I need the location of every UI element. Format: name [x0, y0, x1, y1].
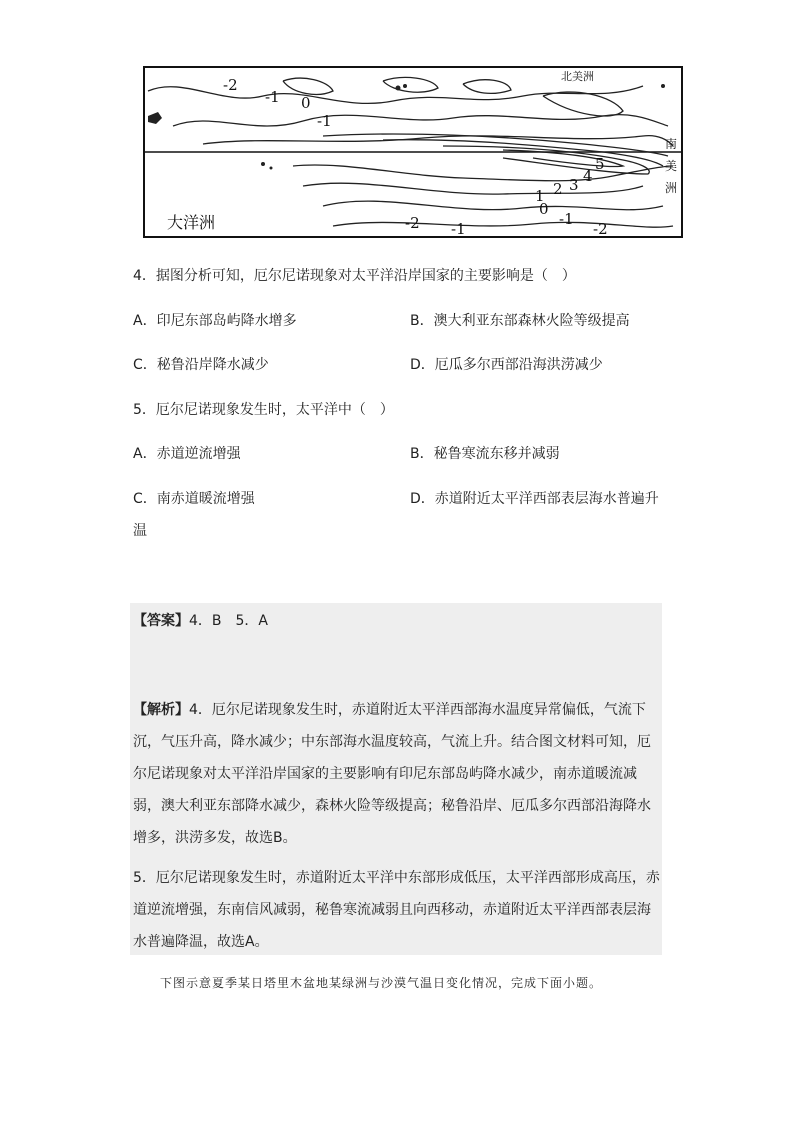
south-america-char: 洲	[665, 181, 678, 195]
explanation-paragraph-1	[133, 694, 663, 854]
oceania-label: 大洋洲	[167, 213, 216, 232]
q4-option-b: B．澳大利亚东部森林火险等级提高	[410, 313, 630, 329]
q5-option-c: C．南赤道暖流增强	[133, 491, 255, 507]
explanation-q5: 5．厄尔尼诺现象发生时，赤道附近太平洋中东部形成低压，太平洋西部形成高压，赤道逆流增强，东南信风减弱，秘鲁寒流减弱且向西移动，赤道附近太平洋西部表层海水普遍降温，故选A。	[133, 870, 660, 950]
map-figure	[143, 66, 683, 238]
contour-label: 3	[569, 176, 579, 194]
contour-label: 4	[583, 167, 593, 185]
contour-label: 0	[539, 200, 549, 218]
contour-label: -2	[593, 220, 608, 238]
contour-label: -1	[559, 210, 574, 228]
q5-option-b: B．秘鲁寒流东移并减弱	[410, 446, 560, 462]
explanation-block	[133, 694, 663, 854]
contour-label: -1	[265, 88, 280, 106]
el-nino-sst-map	[143, 66, 683, 238]
q5-option-d-continuation: 温	[133, 523, 147, 539]
q5-option-a: A．赤道逆流增强	[133, 446, 241, 462]
south-america-char: 南	[665, 137, 678, 151]
q4-option-c: C．秘鲁沿岸降水减少	[133, 357, 269, 373]
q4-option-a: A．印尼东部岛屿降水增多	[133, 313, 297, 329]
contour-label: -1	[317, 112, 332, 130]
contour-label: -2	[223, 76, 238, 94]
contour-label: 0	[301, 94, 311, 112]
explanation-block-2	[133, 862, 663, 958]
answer-label: 【答案】	[133, 613, 189, 629]
contour-label: -2	[405, 214, 420, 232]
q5-option-d: D．赤道附近太平洋西部表层海水普遍升	[410, 491, 659, 507]
contour-label: 2	[553, 180, 563, 198]
explanation-q4: 4．厄尔尼诺现象发生时，赤道附近太平洋西部海水温度异常偏低，气流下沉，气压升高，降水减少；中东部海水温度较高，气流上升。结合图文材料可知，厄尔尼诺现象对太平洋沿岸国家的主要影响有印尼东部岛屿降水减少，南赤道暖流减弱，澳大利亚东部降水减少，森林火险等级提高；秘鲁沿岸、厄瓜多尔西部沿海降水增多，洪涝多发，故选B。	[133, 702, 651, 846]
question-5-stem: 5．厄尔尼诺现象发生时，太平洋中（ ）	[133, 402, 394, 418]
explanation-label: 【解析】	[133, 702, 189, 718]
question-4-stem: 4．据图分析可知，厄尔尼诺现象对太平洋沿岸国家的主要影响是（ ）	[133, 268, 576, 284]
north-america-label: 北美洲	[561, 70, 594, 83]
contour-label: 5	[595, 155, 605, 173]
contour-label: 1	[535, 187, 545, 205]
next-question-intro: 下图示意夏季某日塔里木盆地某绿洲与沙漠气温日变化情况，完成下面小题。	[160, 976, 603, 990]
q4-option-d: D．厄瓜多尔西部沿海洪涝减少	[410, 357, 603, 373]
answer-line	[133, 610, 268, 630]
south-america-label	[665, 136, 677, 195]
contour-label: -1	[451, 220, 466, 238]
south-america-char: 美	[665, 159, 678, 173]
answer-text: 4．B 5．A	[189, 613, 268, 629]
